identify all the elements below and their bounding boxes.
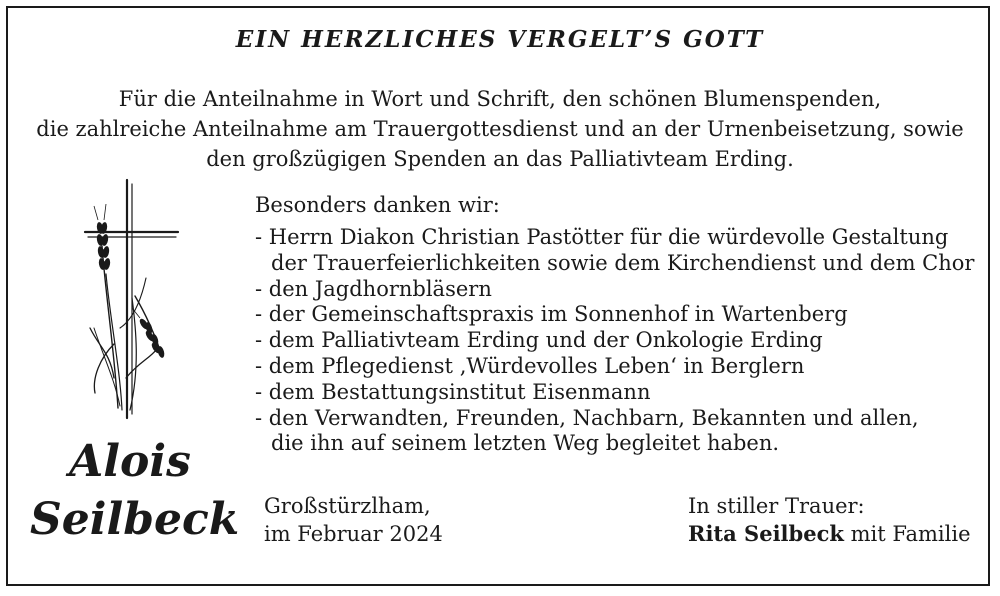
list-item-continuation: die ihn auf seinem letzten Weg begleitet haben. [271,431,780,456]
list-item: - dem Palliativteam Erding und der Onkologie Erding [255,328,823,353]
place-date [264,492,443,548]
place-line: Großstürzlham, [264,494,431,518]
mourners-block [688,492,971,548]
notice-heading: EIN HERZLICHES VERGELT’S GOTT [235,26,765,53]
mourners-line [688,520,971,548]
list-item: - dem Bestattungsinstitut Eisenmann [255,379,651,404]
mourners-intro: In stiller Trauer: [688,494,865,518]
list-item: - der Gemeinschaftspraxis im Sonnenhof in Wartenberg [255,302,848,327]
intro-paragraph [0,84,1000,174]
thanks-list [255,225,974,457]
deceased-last-name: Seilbeck [30,494,240,545]
list-item: - dem Pflegedienst ‚Würdevolles Leben‘ in Berglern [255,353,805,378]
list-item: - Herrn Diakon Christian Pastötter für die würdevolle Gestaltung [255,225,949,249]
list-item: - den Jagdhornbläsern [255,276,492,301]
cross-with-wheat-icon [80,178,190,420]
thanks-heading: Besonders danken wir: [255,193,500,217]
mourner-name: Rita Seilbeck [688,521,844,546]
list-item-continuation: der Trauerfeierlichkeiten sowie dem Kirchendienst und dem Chor [271,250,975,275]
mourner-suffix: mit Familie [850,522,971,546]
list-item: - den Verwandten, Freunden, Nachbarn, Bekannten und allen, [255,405,919,430]
deceased-first-name: Alois [69,436,191,487]
intro-line: die zahlreiche Anteilnahme am Trauergottesdienst und an der Urnenbeisetzung, sowie [36,117,964,141]
date-line: im Februar 2024 [264,522,443,546]
intro-line: Für die Anteilnahme in Wort und Schrift, den schönen Blumenspenden, [118,87,882,111]
intro-line: den großzügigen Spenden an das Palliativteam Erding. [206,147,794,171]
